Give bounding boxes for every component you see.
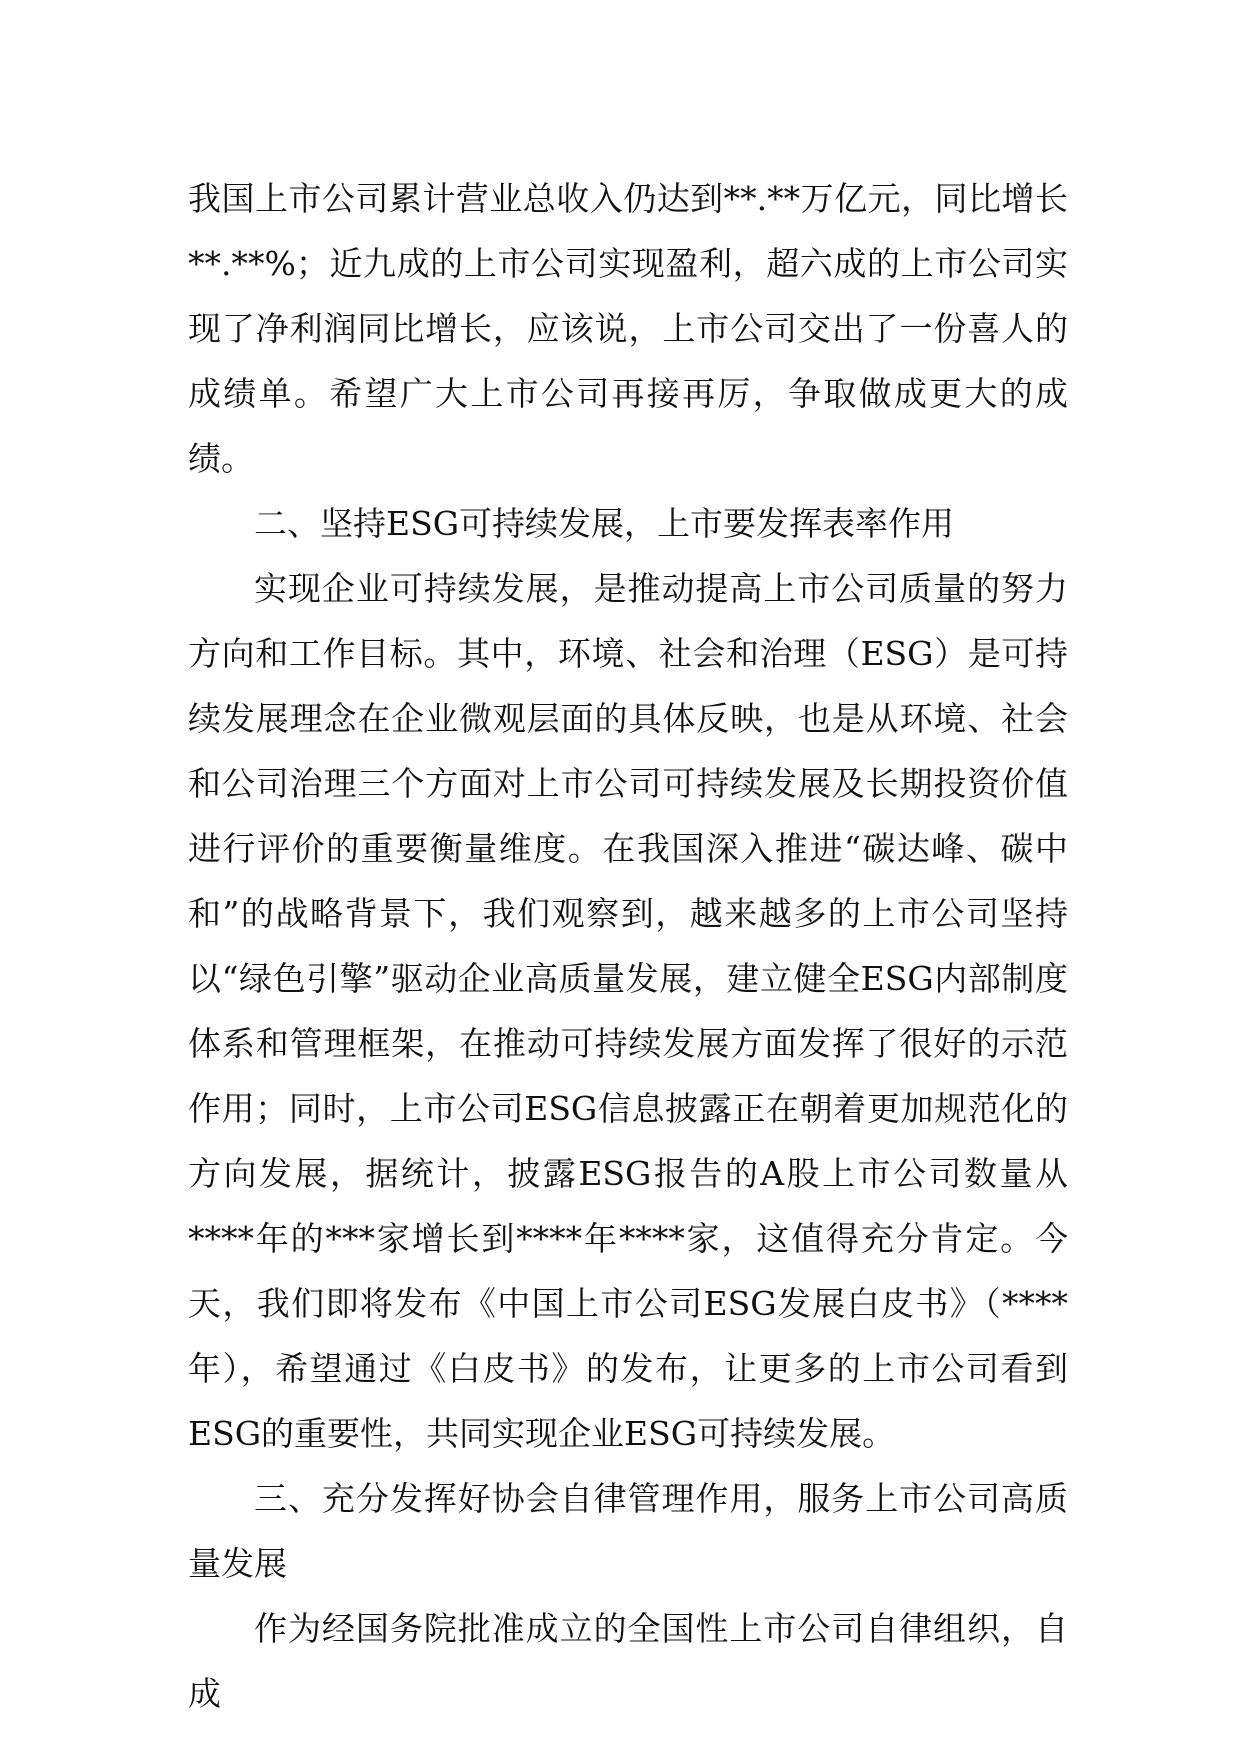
section-heading-association: 三、充分发挥好协会自律管理作用，服务上市公司高质量发展	[188, 1479, 1068, 1583]
paragraph-association-intro: 作为经国务院批准成立的全国性上市公司自律组织，自成	[188, 1609, 1068, 1713]
document-body	[188, 166, 1068, 1726]
paragraph-revenue-summary: 我国上市公司累计营业总收入仍达到**.**万亿元，同比增长**.**%；近九成的上市公司实现盈利，超六成的上市公司实现了净利润同比增长，应该说，上市公司交出了一份喜人的成绩单。希望广大上市公司再接再厉，争取做成更大的成绩。	[188, 179, 1068, 478]
section-heading-esg: 二、坚持ESG可持续发展，上市要发挥表率作用	[254, 504, 955, 543]
paragraph-esg-development: 实现企业可持续发展，是推动提高上市公司质量的努力方向和工作目标。其中，环境、社会和治理（ESG）是可持续发展理念在企业微观层面的具体反映，也是从环境、社会和公司治理三个方面对上市公司可持续发展及长期投资价值进行评价的重要衡量维度。在我国深入推进“碳达峰、碳中和”的战略背景下，我们观察到，越来越多的上市公司坚持以“绿色引擎”驱动企业高质量发展，建立健全ESG内部制度体系和管理框架，在推动可持续发展方面发挥了很好的示范作用；同时，上市公司ESG信息披露正在朝着更加规范化的方向发展，据统计，披露ESG报告的A股上市公司数量从****年的***家增长到****年****家，这值得充分肯定。今天，我们即将发布《中国上市公司ESG发展白皮书》（****年），希望通过《白皮书》的发布，让更多的上市公司看到ESG的重要性，共同实现企业ESG可持续发展。	[188, 569, 1068, 1453]
